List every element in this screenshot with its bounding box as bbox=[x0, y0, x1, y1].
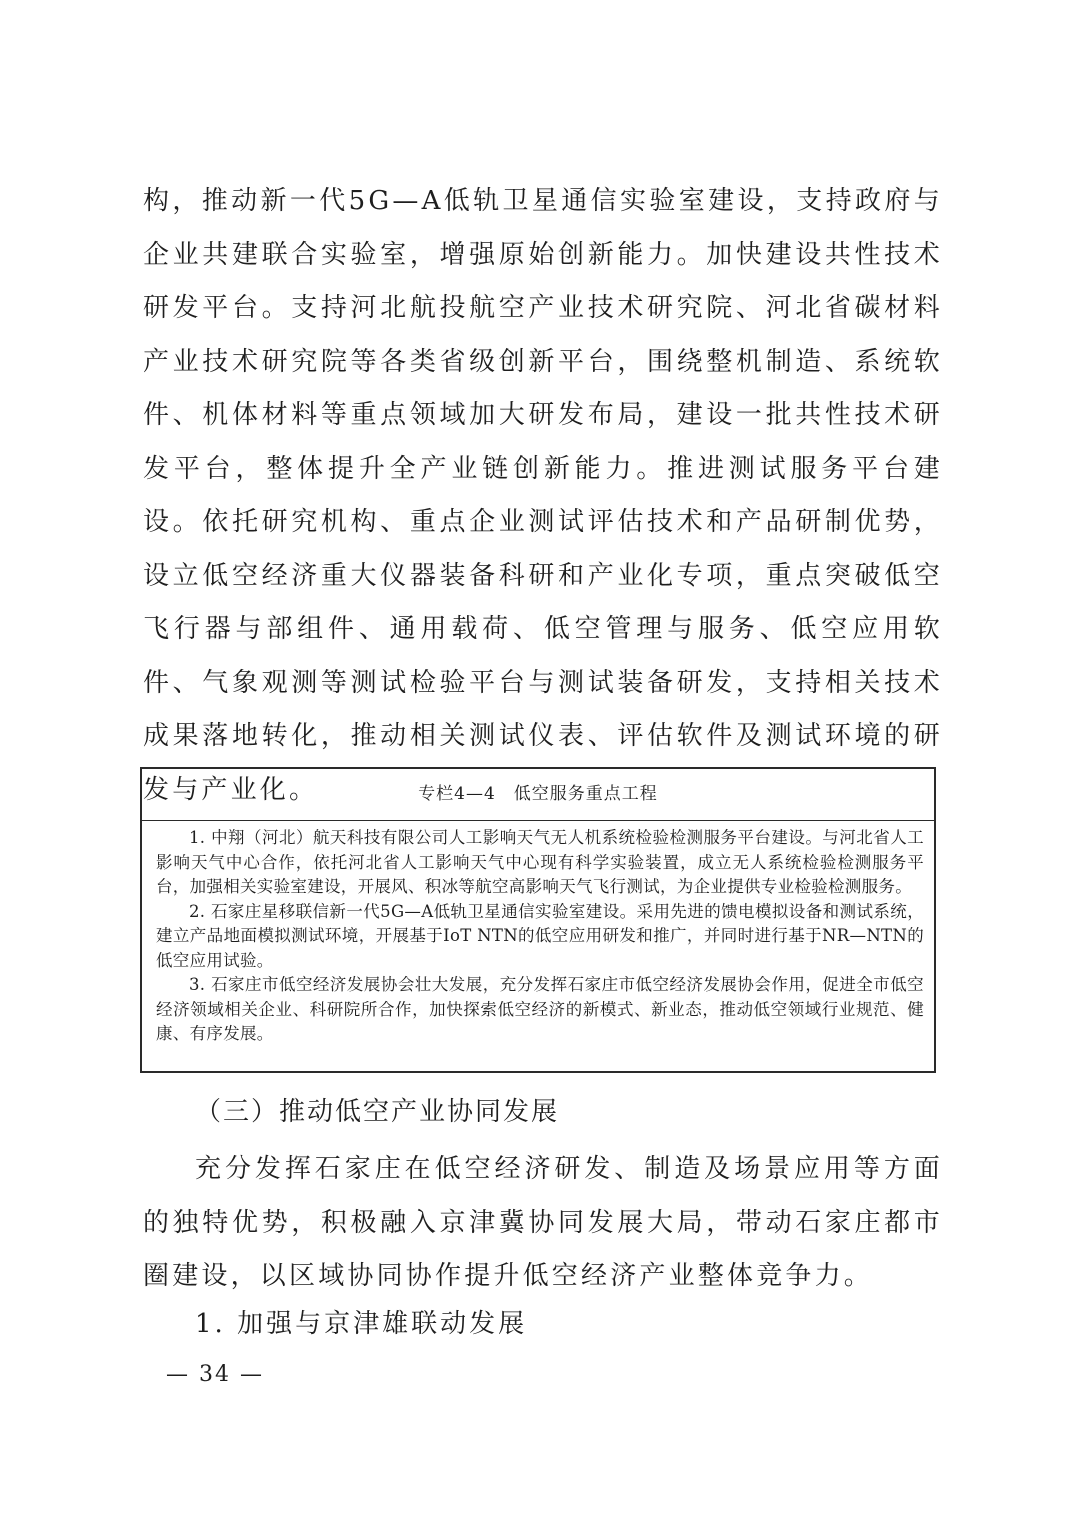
feature-box-item-2: 2. 石家庄星移联信新一代5G—A低轨卫星通信实验室建设。采用先进的馈电模拟设备和测试系统，建立产品地面模拟测试环境，开展基于IoT NTN的低空应用研发和推广，并同时进行基于NR—NTN的低空应用试验。 bbox=[156, 901, 924, 970]
body-paragraph-1: 构，推动新一代5G—A低轨卫星通信实验室建设，支持政府与企业共建联合实验室，增强原始创新能力。加快建设共性技术研发平台。支持河北航投航空产业技术研究院、河北省碳材料产业技术研究院等各类省级创新平台，围绕整机制造、系统软件、机体材料等重点领域加大研发布局，建设一批共性技术研发平台，整体提升全产业链创新能力。推进测试服务平台建设。依托研究机构、重点企业测试评估技术和产品研制优势，设立低空经济重大仪器装备科研和产业化专项，重点突破低空飞行器与部组件、通用载荷、低空管理与服务、低空应用软件、气象观测等测试检验平台与测试装备研发，支持相关技术成果落地转化，推动相关测试仪表、评估软件及测试环境的研发与产业化。 bbox=[143, 186, 943, 805]
page-number: — 34 — bbox=[166, 1362, 264, 1387]
feature-box bbox=[140, 767, 936, 1073]
feature-box-items bbox=[142, 821, 934, 1047]
subheading: 1. 加强与京津雄联动发展 bbox=[195, 1309, 528, 1339]
feature-box-item-3: 3. 石家庄市低空经济发展协会壮大发展，充分发挥石家庄市低空经济发展协会作用，促进全市低空经济领域相关企业、科研院所合作，加快探索低空经济的新模式、新业态，推动低空领域行业规范、健康、有序发展。 bbox=[156, 975, 924, 1043]
body-paragraph-2: 充分发挥石家庄在低空经济研发、制造及场景应用等方面的独特优势，积极融入京津冀协同发展大局，带动石家庄都市圈建设，以区域协同协作提升低空经济产业整体竞争力。 bbox=[143, 1154, 943, 1291]
feature-box-item-1: 1. 中翔（河北）航天科技有限公司人工影响天气无人机系统检验检测服务平台建设。与河北省人工影响天气中心合作，依托河北省人工影响天气中心现有科学实验装置，成立无人系统检验检测服务平台，加强相关实验室建设，开展风、积冰等航空高影响天气飞行测试，为企业提供专业检验检测服务。 bbox=[156, 828, 924, 896]
feature-box-title: 专栏4—4 低空服务重点工程 bbox=[142, 769, 934, 821]
section-heading: （三）推动低空产业协同发展 bbox=[195, 1097, 560, 1127]
